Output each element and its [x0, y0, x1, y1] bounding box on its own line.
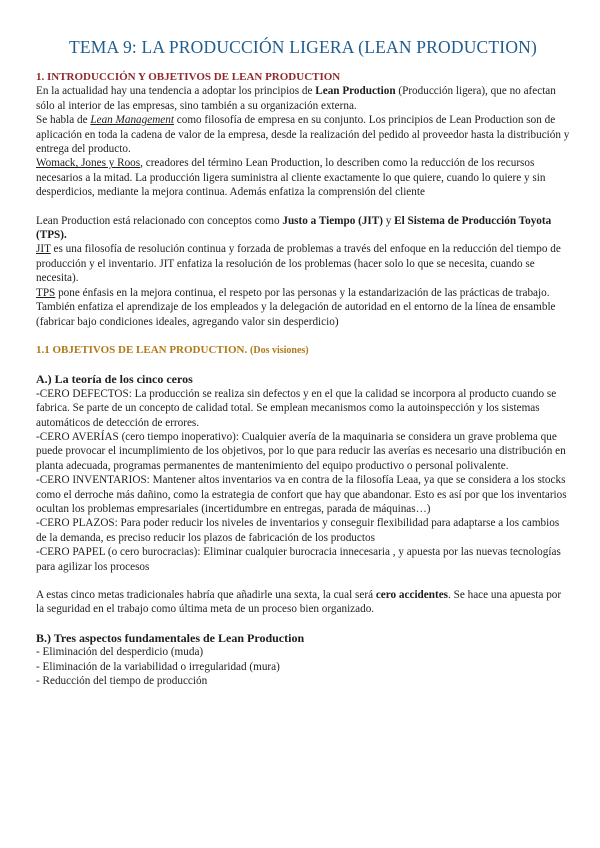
aspect-item: - Eliminación de la variabilidad o irregularidad (mura) [36, 660, 280, 673]
aspect-item: - Eliminación del desperdicio (muda) [36, 646, 204, 659]
five-zeros-heading: A.) La teoría de los cinco ceros [36, 372, 193, 387]
aspect-item: - Reducción del tiempo de producción [36, 675, 208, 688]
cero-papel: -CERO PAPEL (o cero burocracias): Eliminar cualquier burocracia innecesaria , y apuesta por las nuevas tecnologías para agilizar los procesos [36, 546, 561, 573]
authors-paragraph: Womack, Jones y Roos, creadores del término Lean Production, lo describen como la reducción de los recursos necesarios a la mitad. La producción ligera suministra al cliente exactamente lo que quiere, cuando lo quiere y sin desperdicios, mediante la mejora continua. Además enfatiza la comprensión del cliente [36, 157, 546, 199]
cero-defectos: -CERO DEFECTOS: La producción se realiza sin defectos y en el que la calidad se incorpora al producto cuando se fabrica. Se parte de un concepto de calidad total. Se emplean mecanismos como la autoinspección y los sistemas automáticos de detección de errores. [36, 387, 557, 429]
lean-management-paragraph: Se habla de Lean Management como filosofía de empresa en su conjunto. Los principios de Lean Production son de aplicación en toda la cadena de valor de la empresa, desde la realización del pedido al proveedor hasta la distribución y entrega del producto. [36, 114, 570, 156]
sixth-goal-paragraph: A estas cinco metas tradicionales habría que añadirle una sexta, la cual será cero accidentes. Se hace una apuesta por la seguridad en el trabajo como última meta de un proceso bien organizado. [36, 589, 562, 616]
cero-inventarios: -CERO INVENTARIOS: Mantener altos inventarios va en contra de la filosofía Leaa, ya que se considera a los stocks como el derroche más dañino, como la estrategia de confort que hay que abandonar. Esto es así por que los inventarios ocultan los problemas empresariales (incertidumbre en entregas, parada de máquinas…) [36, 474, 567, 515]
section-1-heading: 1. INTRODUCCIÓN Y OBJETIVOS DE LEAN PRODUCTION [36, 71, 341, 83]
jit-paragraph: JIT es una filosofía de resolución continua y forzada de problemas a través del enfoque en la reducción del tiempo de producción y el inventario. JIT enfatiza la resolución de los problemas (hacer solo lo que se necesita, cuando se necesita). [36, 243, 561, 285]
cero-plazos: -CERO PLAZOS: Para poder reducir los niveles de inventarios y conseguir flexibilidad para adaptarse a los cambios de la demanda, es preciso reducir los plazos de fabricación de los productos [36, 517, 560, 544]
document-title: TEMA 9: LA PRODUCCIÓN LIGERA (LEAN PRODUCTION) [68, 37, 538, 57]
three-aspects-heading: B.) Tres aspectos fundamentales de Lean Production [36, 630, 305, 645]
tps-paragraph: TPS pone énfasis en la mejora continua, el respeto por las personas y la estandarización de las prácticas de trabajo. También enfatiza el aprendizaje de los empleados y la delegación de autoridad en el entorno de la línea de ensamble (fabricar bajo condiciones ideales, agregando valor sin desperdicio) [36, 286, 556, 328]
document-page [36, 36, 570, 688]
related-concepts-paragraph: Lean Production está relacionado con conceptos como Justo a Tiempo (JIT) y El Sistema de Producción Toyota (TPS). [36, 214, 552, 242]
cero-averias: -CERO AVERÍAS (cero tiempo inoperativo): Cualquier avería de la maquinaria se considera un grave problema que puede provocar el incumplimiento de los objetivos, por lo que para reducir las averías es necesario una distribución en planta adecuada, programas permanentes de mantenimiento del equipo productivo o personal polivalente. [36, 430, 566, 472]
section-1-1-heading: 1.1 OBJETIVOS DE LEAN PRODUCTION. (Dos visiones) [36, 343, 309, 356]
intro-paragraph: En la actualidad hay una tendencia a adoptar los principios de Lean Production (Producción ligera), que no afectan sólo al interior de las empresas, sino también a su organización externa. [36, 85, 556, 112]
